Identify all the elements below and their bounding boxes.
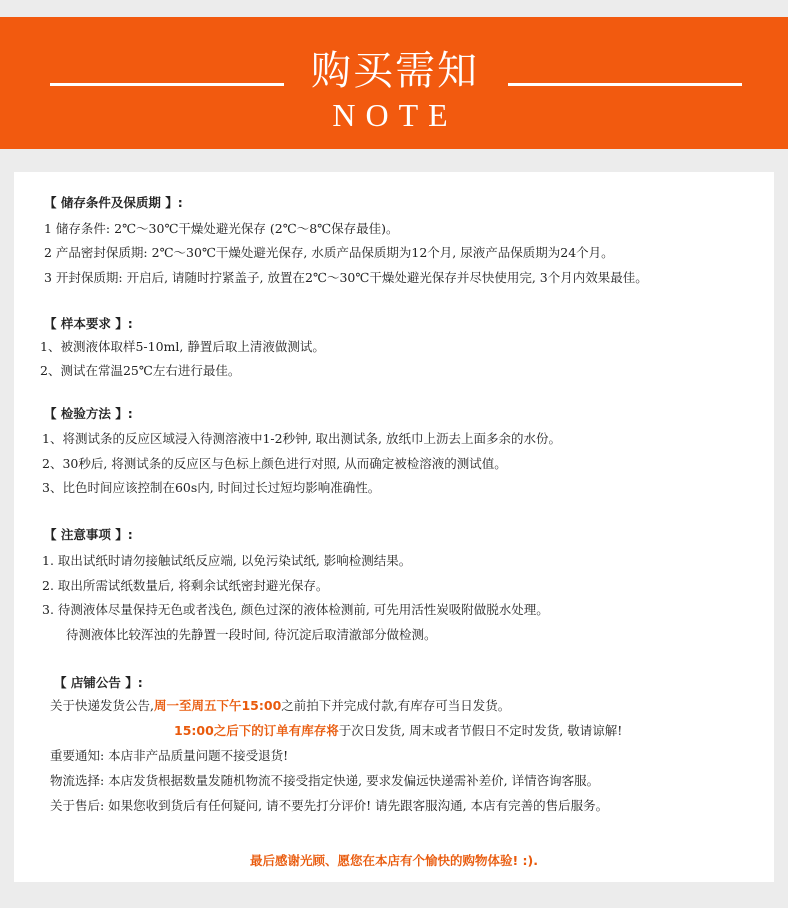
method-line-3: 3、比色时间应该控制在60s内, 时间过长过短均影响准确性。 [42,480,381,495]
notice-card [14,172,774,882]
shop-line-4: 物流选择: 本店发货根据数量发随机物流不接受指定快递, 要求发偏远快递需补差价, 详情咨询客服。 [50,773,600,788]
storage-heading: 【 储存条件及保质期 】: [44,195,183,210]
notes-line-2: 2. 取出所需试纸数量后, 将剩余试纸密封避光保存。 [42,578,329,593]
sample-heading: 【 样本要求 】: [44,316,133,331]
notes-line-3: 3. 待测液体尽量保持无色或者浅色, 颜色过深的液体检测前, 可先用活性炭吸附做脱水处理。 [42,602,549,617]
shop-line-1: 关于快递发货公告,周一至周五下午15:00之前拍下并完成付款,有库存可当日发货。 [50,698,511,713]
storage-line-3: 3 开封保质期: 开启后, 请随时拧紧盖子, 放置在2℃～30℃干燥处避光保存并尽快使用完, 3个月内效果最佳。 [44,270,648,285]
banner-divider-left [50,83,284,86]
method-line-2: 2、30秒后, 将测试条的反应区与色标上颜色进行对照, 从而确定被检溶液的测试值。 [42,456,507,471]
method-line-1: 1、将测试条的反应区域浸入待测溶液中1-2秒钟, 取出测试条, 放纸巾上沥去上面多余的水份。 [42,431,561,446]
banner-subtitle: NOTE [332,97,458,133]
banner-divider-right [508,83,742,86]
notes-heading: 【 注意事项 】: [44,527,133,542]
storage-line-1: 1 储存条件: 2℃～30℃干燥处避光保存 (2℃～8℃保存最佳)。 [44,221,399,236]
shop-heading: 【 店铺公告 】: [54,675,143,690]
sample-line-1: 1、被测液体取样5-10ml, 静置后取上清液做测试。 [40,339,325,354]
shop-line-3: 重要通知: 本店非产品质量问题不接受退货! [50,748,289,763]
method-heading: 【 检验方法 】: [44,406,133,421]
shop-line-5: 关于售后: 如果您收到货后有任何疑问, 请不要先打分评价! 请先跟客服沟通, 本店有完善的售后服务。 [50,798,609,813]
banner-title: 购买需知 [311,48,479,94]
notes-line-4: 待测液体比较浑浊的先静置一段时间, 待沉淀后取清澈部分做检测。 [66,627,437,642]
shop-highlight-2: 15:00之后下的订单有库存将 [174,723,339,738]
sample-line-2: 2、测试在常温25℃左右进行最佳。 [40,363,241,378]
shop-highlight-1: 周一至周五下午15:00 [153,698,282,713]
storage-line-2: 2 产品密封保质期: 2℃～30℃干燥处避光保存, 水质产品保质期为12个月, 尿液产品保质期为24个月。 [44,245,614,260]
shop-line-2: 15:00之后下的订单有库存将于次日发货, 周末或者节假日不定时发货, 敬请谅解! [174,723,623,738]
notes-line-1: 1. 取出试纸时请勿接触试纸反应端, 以免污染试纸, 影响检测结果。 [42,553,412,568]
closing-message: 最后感谢光顾、愿您在本店有个愉快的购物体验! :). [249,853,538,868]
header-banner [0,17,788,149]
